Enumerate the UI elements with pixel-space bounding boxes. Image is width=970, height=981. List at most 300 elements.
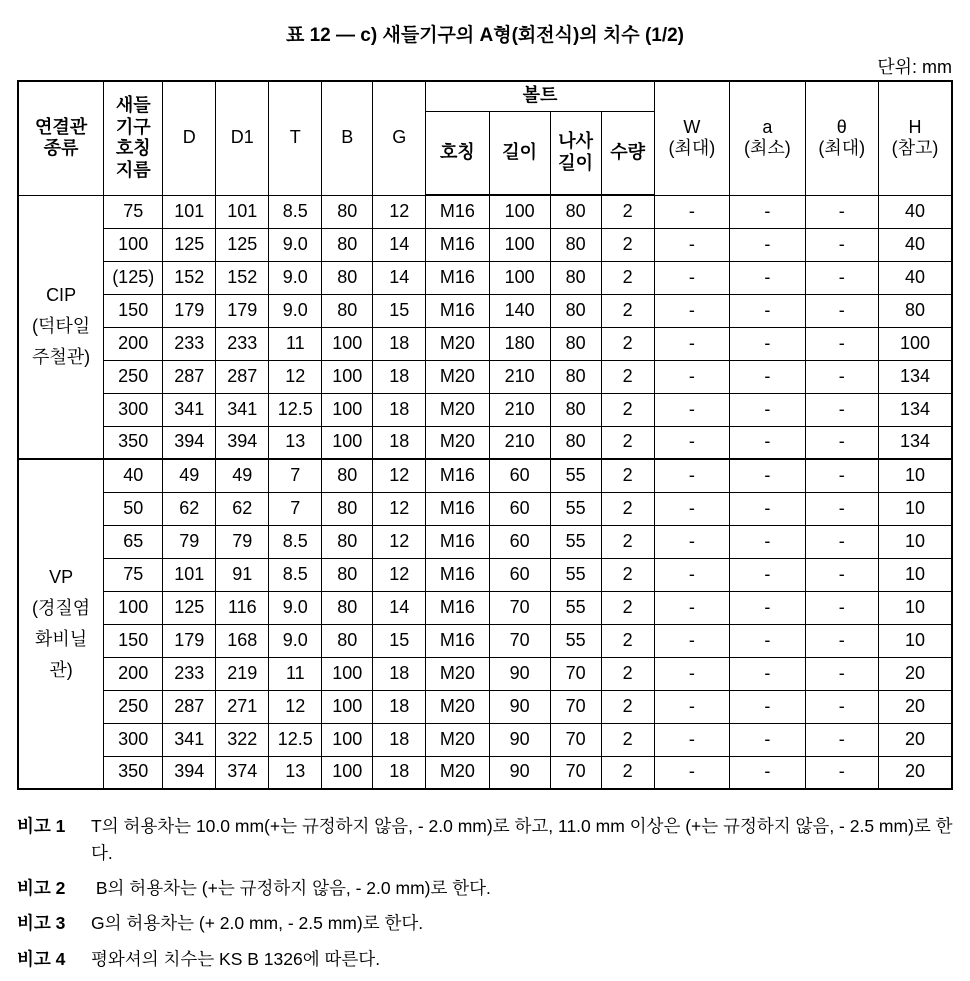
table-cell: 233	[163, 657, 216, 690]
table-cell: 80	[322, 624, 373, 657]
table-cell: M16	[426, 492, 489, 525]
table-cell: 80	[322, 294, 373, 327]
table-cell: 60	[489, 492, 550, 525]
table-cell: M16	[426, 624, 489, 657]
table-cell: 100	[104, 591, 163, 624]
table-cell: 10	[878, 624, 952, 657]
table-cell: 100	[322, 756, 373, 789]
table-cell: -	[654, 723, 729, 756]
note-text: G의 허용차는 (+ 2.0 mm, - 2.5 mm)로 한다.	[91, 913, 424, 934]
table-cell: 101	[163, 558, 216, 591]
table-cell: 55	[550, 459, 601, 492]
table-cell: 80	[322, 591, 373, 624]
table-cell: -	[730, 459, 805, 492]
table-cell: -	[654, 591, 729, 624]
table-cell: M20	[426, 327, 489, 360]
table-cell: 80	[322, 558, 373, 591]
table-cell: 125	[163, 228, 216, 261]
table-cell: -	[730, 657, 805, 690]
table-cell: -	[805, 690, 878, 723]
table-cell: 101	[163, 195, 216, 228]
table-cell: 13	[269, 756, 322, 789]
table-cell: M16	[426, 294, 489, 327]
table-cell: 12.5	[269, 393, 322, 426]
table-cell: 80	[322, 492, 373, 525]
header-bolt-name: 호칭	[426, 111, 489, 195]
table-cell: 210	[489, 393, 550, 426]
table-cell: 80	[550, 327, 601, 360]
header-theta: θ (최대)	[805, 81, 878, 195]
table-cell: M20	[426, 426, 489, 459]
table-cell: 14	[373, 591, 426, 624]
table-row	[18, 327, 952, 360]
table-cell: 9.0	[269, 624, 322, 657]
table-cell: 125	[216, 228, 269, 261]
table-cell: 12	[373, 558, 426, 591]
table-cell: 55	[550, 525, 601, 558]
table-cell: -	[654, 228, 729, 261]
table-body	[18, 195, 952, 789]
table-cell: 79	[216, 525, 269, 558]
table-cell: 14	[373, 228, 426, 261]
table-cell: 11	[269, 657, 322, 690]
header-bolt: 볼트	[426, 81, 654, 111]
table-cell: 13	[269, 426, 322, 459]
table-cell: 374	[216, 756, 269, 789]
table-cell: -	[805, 327, 878, 360]
table-cell: 8.5	[269, 195, 322, 228]
table-cell: 2	[601, 525, 654, 558]
table-cell: 80	[550, 393, 601, 426]
table-cell: 55	[550, 591, 601, 624]
table-cell: 7	[269, 459, 322, 492]
table-cell: 91	[216, 558, 269, 591]
table-cell: 80	[878, 294, 952, 327]
table-row	[18, 360, 952, 393]
table-cell: M16	[426, 195, 489, 228]
table-cell: -	[805, 228, 878, 261]
table-cell: 100	[322, 657, 373, 690]
table-cell: 80	[322, 195, 373, 228]
notes	[17, 813, 962, 981]
table-cell: 40	[878, 195, 952, 228]
table-cell: 287	[163, 690, 216, 723]
table-cell: 20	[878, 690, 952, 723]
table-cell: 200	[104, 327, 163, 360]
table-cell: 180	[489, 327, 550, 360]
table-cell: 49	[163, 459, 216, 492]
table-cell: -	[805, 393, 878, 426]
table-cell: 116	[216, 591, 269, 624]
note-2	[17, 875, 962, 902]
table-cell: 134	[878, 393, 952, 426]
table-cell: 40	[878, 261, 952, 294]
table-cell: 65	[104, 525, 163, 558]
table-cell: 2	[601, 492, 654, 525]
table-cell: 49	[216, 459, 269, 492]
table-row	[18, 492, 952, 525]
table-cell: 140	[489, 294, 550, 327]
table-cell: -	[805, 492, 878, 525]
table-cell: 2	[601, 426, 654, 459]
table-cell: 394	[216, 426, 269, 459]
table-cell: -	[805, 723, 878, 756]
table-cell: 7	[269, 492, 322, 525]
table-cell: -	[730, 591, 805, 624]
header-H: H (참고)	[878, 81, 952, 195]
table-cell: 394	[163, 756, 216, 789]
table-cell: 168	[216, 624, 269, 657]
table-cell: 90	[489, 723, 550, 756]
table-cell: 60	[489, 459, 550, 492]
table-cell: 15	[373, 294, 426, 327]
table-row	[18, 195, 952, 228]
table-cell: 90	[489, 657, 550, 690]
table-cell: -	[805, 525, 878, 558]
table-cell: 100	[322, 690, 373, 723]
table-cell: -	[654, 558, 729, 591]
note-label: 비고 4	[17, 948, 66, 969]
table-cell: -	[730, 525, 805, 558]
table-cell: -	[654, 624, 729, 657]
table-cell: 12	[373, 492, 426, 525]
note-text: B의 허용차는 (+는 규정하지 않음, - 2.0 mm)로 한다.	[91, 878, 491, 899]
table-cell: -	[805, 360, 878, 393]
table-cell: 134	[878, 426, 952, 459]
table-cell: -	[730, 261, 805, 294]
table-cell: 287	[216, 360, 269, 393]
header-nominal-size: 새들 기구 호칭 지름	[104, 81, 163, 195]
table-cell: 2	[601, 558, 654, 591]
table-cell: 9.0	[269, 261, 322, 294]
table-cell: 18	[373, 360, 426, 393]
table-cell: 18	[373, 426, 426, 459]
table-cell: 79	[163, 525, 216, 558]
table-cell: -	[730, 558, 805, 591]
table-cell: 152	[163, 261, 216, 294]
table-cell: 40	[878, 228, 952, 261]
table-cell: 18	[373, 657, 426, 690]
table-cell: -	[654, 756, 729, 789]
table-cell: 20	[878, 657, 952, 690]
table-row	[18, 294, 952, 327]
table-cell: M20	[426, 723, 489, 756]
table-cell: 8.5	[269, 558, 322, 591]
table-cell: 350	[104, 426, 163, 459]
table-row	[18, 756, 952, 789]
table-cell: 12	[373, 525, 426, 558]
table-row	[18, 426, 952, 459]
table-cell: 210	[489, 360, 550, 393]
table-cell: -	[654, 525, 729, 558]
note-label: 비고 2	[17, 878, 66, 899]
table-cell: 2	[601, 690, 654, 723]
table-cell: -	[805, 657, 878, 690]
header-D1: D1	[216, 81, 269, 195]
table-cell: 2	[601, 393, 654, 426]
table-cell: -	[730, 327, 805, 360]
table-cell: 100	[489, 195, 550, 228]
table-cell: M20	[426, 657, 489, 690]
table-cell: 2	[601, 459, 654, 492]
table-cell: -	[654, 195, 729, 228]
table-cell: 20	[878, 756, 952, 789]
table-row	[18, 657, 952, 690]
table-cell: 18	[373, 756, 426, 789]
note-1	[17, 813, 962, 867]
table-cell: -	[654, 261, 729, 294]
table-cell: 2	[601, 294, 654, 327]
table-cell: -	[654, 393, 729, 426]
table-cell: 100	[489, 228, 550, 261]
table-title: 표 12 — c) 새들기구의 A형(회전식)의 치수 (1/2)	[285, 25, 685, 46]
table-cell: M16	[426, 591, 489, 624]
table-cell: 100	[322, 327, 373, 360]
table-cell: 18	[373, 327, 426, 360]
table-cell: 287	[163, 360, 216, 393]
table-row	[18, 525, 952, 558]
table-cell: M20	[426, 393, 489, 426]
table-cell: -	[805, 294, 878, 327]
table-cell: 179	[163, 624, 216, 657]
note-label: 비고 1	[17, 816, 66, 836]
table-cell: 10	[878, 591, 952, 624]
table-cell: 101	[216, 195, 269, 228]
table-cell: 341	[163, 723, 216, 756]
table-cell: M16	[426, 558, 489, 591]
table-cell: 2	[601, 261, 654, 294]
table-row	[18, 393, 952, 426]
table-cell: M20	[426, 690, 489, 723]
table-cell: 134	[878, 360, 952, 393]
table-cell: 152	[216, 261, 269, 294]
table-cell: 394	[163, 426, 216, 459]
table-cell: 90	[489, 690, 550, 723]
table-cell: 80	[550, 228, 601, 261]
table-cell: 80	[550, 426, 601, 459]
table-cell: 300	[104, 723, 163, 756]
table-cell: 250	[104, 690, 163, 723]
table-cell: 12	[269, 690, 322, 723]
header-thread-length: 나사 길이	[550, 111, 601, 195]
table-cell: 100	[322, 723, 373, 756]
table-cell: 10	[878, 492, 952, 525]
table-cell: 9.0	[269, 294, 322, 327]
table-cell: 55	[550, 558, 601, 591]
table-cell: 60	[489, 558, 550, 591]
table-cell: 18	[373, 723, 426, 756]
table-row	[18, 690, 952, 723]
table-cell: 179	[216, 294, 269, 327]
table-cell: -	[730, 690, 805, 723]
table-row	[18, 624, 952, 657]
table-cell: -	[805, 756, 878, 789]
table-cell: 150	[104, 624, 163, 657]
table-cell: M16	[426, 228, 489, 261]
table-cell: -	[654, 294, 729, 327]
table-cell: -	[654, 690, 729, 723]
table-cell: 10	[878, 525, 952, 558]
table-cell: -	[654, 327, 729, 360]
table-cell: 2	[601, 360, 654, 393]
table-cell: 125	[163, 591, 216, 624]
table-cell: 12.5	[269, 723, 322, 756]
table-cell: 70	[550, 723, 601, 756]
table-cell: 80	[550, 294, 601, 327]
table-cell: 233	[216, 327, 269, 360]
pipe-type-cell: CIP (덕타일 주철관)	[18, 195, 104, 459]
table-cell: -	[654, 459, 729, 492]
table-cell: -	[730, 360, 805, 393]
table-cell: 9.0	[269, 228, 322, 261]
table-cell: 100	[104, 228, 163, 261]
table-cell: -	[730, 624, 805, 657]
table-row	[18, 261, 952, 294]
table-cell: 70	[550, 690, 601, 723]
table-cell: 9.0	[269, 591, 322, 624]
header-a: a (최소)	[730, 81, 805, 195]
table-cell: 341	[163, 393, 216, 426]
table-cell: -	[730, 756, 805, 789]
table-cell: 2	[601, 327, 654, 360]
table-cell: -	[730, 426, 805, 459]
table-cell: 80	[550, 261, 601, 294]
note-text: T의 허용차는 10.0 mm(+는 규정하지 않음, - 2.0 mm)로 하고, 11.0 mm 이상은 (+는 규정하지 않음, - 2.5 mm)로 한다.	[91, 816, 953, 864]
table-cell: 100	[322, 393, 373, 426]
note-label: 비고 3	[17, 913, 66, 934]
table-row	[18, 591, 952, 624]
table-cell: 55	[550, 492, 601, 525]
table-cell: M20	[426, 756, 489, 789]
table-cell: -	[805, 624, 878, 657]
note-3	[17, 910, 962, 937]
table-cell: 150	[104, 294, 163, 327]
table-cell: 80	[322, 459, 373, 492]
table-cell: 233	[163, 327, 216, 360]
table-cell: 70	[489, 624, 550, 657]
table-cell: 70	[550, 756, 601, 789]
table-cell: 2	[601, 591, 654, 624]
table-row	[18, 228, 952, 261]
table-cell: 2	[601, 723, 654, 756]
table-cell: -	[730, 294, 805, 327]
table-cell: 50	[104, 492, 163, 525]
table-cell: -	[654, 492, 729, 525]
table-cell: -	[805, 426, 878, 459]
table-cell: M20	[426, 360, 489, 393]
table-cell: 14	[373, 261, 426, 294]
table-cell: 80	[322, 261, 373, 294]
table-cell: -	[805, 558, 878, 591]
table-cell: -	[730, 195, 805, 228]
table-cell: 12	[373, 459, 426, 492]
dimension-table	[17, 80, 953, 790]
table-cell: -	[805, 591, 878, 624]
table-cell: 10	[878, 459, 952, 492]
table-cell: -	[654, 360, 729, 393]
note-text: 평와셔의 치수는 KS B 1326에 따른다.	[91, 948, 381, 969]
unit-label: 단위: mm	[877, 57, 952, 77]
pipe-type-cell: VP (경질염 화비닐 관)	[18, 459, 104, 789]
table-cell: 210	[489, 426, 550, 459]
table-cell: -	[654, 657, 729, 690]
table-cell: 20	[878, 723, 952, 756]
table-cell: 322	[216, 723, 269, 756]
table-cell: -	[730, 492, 805, 525]
table-cell: 80	[322, 228, 373, 261]
table-cell: 62	[216, 492, 269, 525]
table-cell: 18	[373, 393, 426, 426]
table-row	[18, 723, 952, 756]
table-cell: 15	[373, 624, 426, 657]
header-quantity: 수량	[601, 111, 654, 195]
table-cell: 62	[163, 492, 216, 525]
table-cell: 12	[269, 360, 322, 393]
table-cell: -	[805, 261, 878, 294]
table-cell: 341	[216, 393, 269, 426]
table-row	[18, 459, 952, 492]
table-cell: 350	[104, 756, 163, 789]
table-cell: 100	[489, 261, 550, 294]
table-cell: 300	[104, 393, 163, 426]
header-W: W (최대)	[654, 81, 729, 195]
header-B: B	[322, 81, 373, 195]
table-cell: -	[730, 723, 805, 756]
table-cell: 12	[373, 195, 426, 228]
header-pipe-type: 연결관 종류	[18, 81, 104, 195]
table-cell: 2	[601, 624, 654, 657]
table-cell: 40	[104, 459, 163, 492]
table-cell: -	[730, 228, 805, 261]
table-cell: -	[730, 393, 805, 426]
header-G: G	[373, 81, 426, 195]
table-cell: 100	[322, 360, 373, 393]
table-cell: 18	[373, 690, 426, 723]
table-cell: 80	[550, 360, 601, 393]
table-cell: 10	[878, 558, 952, 591]
table-cell: 75	[104, 195, 163, 228]
table-cell: 100	[878, 327, 952, 360]
table-cell: 200	[104, 657, 163, 690]
table-cell: -	[805, 195, 878, 228]
table-cell: 2	[601, 756, 654, 789]
header-D: D	[163, 81, 216, 195]
table-cell: M16	[426, 525, 489, 558]
table-cell: -	[805, 459, 878, 492]
header-bolt-length: 길이	[489, 111, 550, 195]
table-cell: 2	[601, 657, 654, 690]
table-cell: 90	[489, 756, 550, 789]
table-cell: M16	[426, 459, 489, 492]
note-4	[17, 946, 962, 973]
table-cell: 55	[550, 624, 601, 657]
table-cell: 100	[322, 426, 373, 459]
table-cell: 250	[104, 360, 163, 393]
table-cell: 11	[269, 327, 322, 360]
table-cell: 219	[216, 657, 269, 690]
table-cell: 271	[216, 690, 269, 723]
table-cell: (125)	[104, 261, 163, 294]
header-T: T	[269, 81, 322, 195]
table-cell: 75	[104, 558, 163, 591]
table-cell: 2	[601, 228, 654, 261]
table-cell: 70	[489, 591, 550, 624]
table-cell: 60	[489, 525, 550, 558]
table-cell: 80	[322, 525, 373, 558]
table-cell: 179	[163, 294, 216, 327]
table-cell: 80	[550, 195, 601, 228]
table-cell: 2	[601, 195, 654, 228]
